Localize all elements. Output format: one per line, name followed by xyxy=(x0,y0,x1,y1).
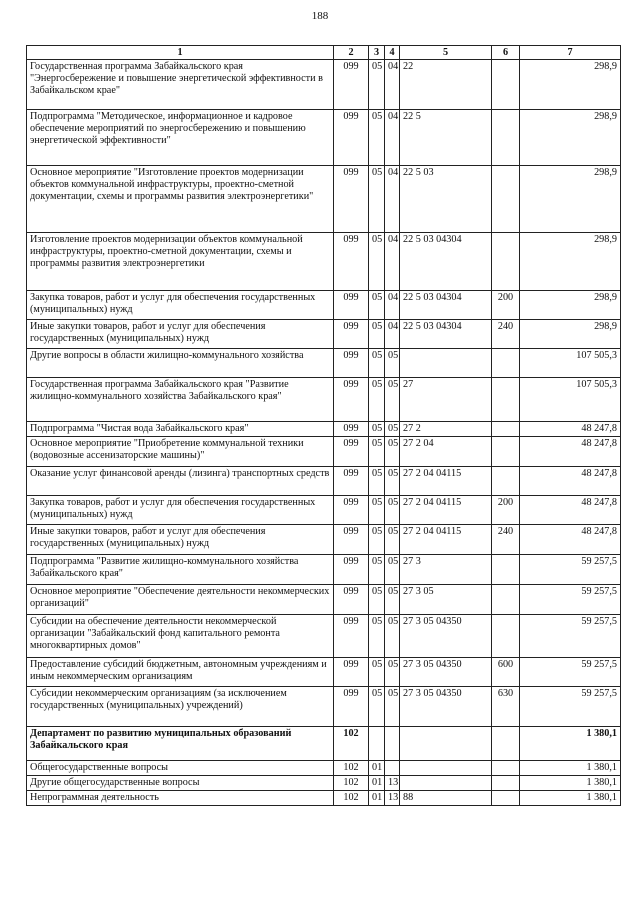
row-amount: 298,9 xyxy=(520,233,621,291)
code-subsection: 05 xyxy=(385,658,400,687)
code-target-article: 27 3 05 xyxy=(400,585,492,615)
row-name: Основное мероприятие "Изготовление проектов модернизации объектов коммунальной инфраструктуры, проектно-сметной документации, схемы и программы развития электроэнергетики" xyxy=(27,166,334,233)
code-subsection: 05 xyxy=(385,378,400,422)
code-target-article: 27 2 04 xyxy=(400,437,492,467)
table-row xyxy=(27,585,621,615)
code-section: 05 xyxy=(369,422,385,437)
code-ministry: 099 xyxy=(334,525,369,555)
code-expense-type xyxy=(492,110,520,166)
row-name: Основное мероприятие "Приобретение коммунальной техники (водовозные ассенизаторские машины)" xyxy=(27,437,334,467)
code-section: 05 xyxy=(369,291,385,320)
code-target-article: 22 5 03 04304 xyxy=(400,233,492,291)
code-section: 05 xyxy=(369,525,385,555)
code-subsection: 04 xyxy=(385,320,400,349)
table-row xyxy=(27,555,621,585)
table-row xyxy=(27,776,621,791)
code-subsection: 04 xyxy=(385,60,400,110)
row-name: Государственная программа Забайкальского края "Энергосбережение и повышение энергетической эффективности в Забайкальском крае" xyxy=(27,60,334,110)
code-ministry: 099 xyxy=(334,496,369,525)
row-name: Субсидии некоммерческим организациям (за исключением государственных (муниципальных) учреждений) xyxy=(27,687,334,727)
code-subsection: 05 xyxy=(385,467,400,496)
code-subsection: 05 xyxy=(385,615,400,658)
code-target-article: 27 2 04 04115 xyxy=(400,467,492,496)
column-header: 7 xyxy=(520,46,621,60)
table-row xyxy=(27,422,621,437)
code-section: 01 xyxy=(369,791,385,806)
code-section: 05 xyxy=(369,166,385,233)
code-expense-type xyxy=(492,166,520,233)
code-section: 05 xyxy=(369,60,385,110)
code-section: 05 xyxy=(369,437,385,467)
code-expense-type xyxy=(492,422,520,437)
code-ministry: 102 xyxy=(334,761,369,776)
row-name: Субсидии на обеспечение деятельности некоммерческой организации "Забайкальский фонд капитального ремонта многоквартирных домов" xyxy=(27,615,334,658)
code-subsection: 13 xyxy=(385,776,400,791)
header-row xyxy=(27,46,621,60)
row-name: Иные закупки товаров, работ и услуг для обеспечения государственных (муниципальных) нужд xyxy=(27,525,334,555)
code-expense-type xyxy=(492,776,520,791)
code-expense-type: 240 xyxy=(492,320,520,349)
row-amount: 298,9 xyxy=(520,60,621,110)
code-section: 05 xyxy=(369,687,385,727)
row-amount: 1 380,1 xyxy=(520,761,621,776)
code-expense-type: 600 xyxy=(492,658,520,687)
code-expense-type: 630 xyxy=(492,687,520,727)
code-section: 05 xyxy=(369,320,385,349)
row-amount: 107 505,3 xyxy=(520,378,621,422)
code-expense-type xyxy=(492,761,520,776)
code-ministry: 099 xyxy=(334,166,369,233)
code-expense-type: 200 xyxy=(492,496,520,525)
code-ministry: 099 xyxy=(334,437,369,467)
row-amount: 59 257,5 xyxy=(520,585,621,615)
code-target-article: 27 2 04 04115 xyxy=(400,496,492,525)
code-expense-type xyxy=(492,727,520,761)
table-row xyxy=(27,761,621,776)
code-ministry: 099 xyxy=(334,687,369,727)
code-target-article: 27 2 xyxy=(400,422,492,437)
code-ministry: 099 xyxy=(334,422,369,437)
row-amount: 107 505,3 xyxy=(520,349,621,378)
code-target-article xyxy=(400,761,492,776)
code-subsection: 05 xyxy=(385,687,400,727)
row-name: Другие общегосударственные вопросы xyxy=(27,776,334,791)
row-name: Общегосударственные вопросы xyxy=(27,761,334,776)
code-expense-type xyxy=(492,585,520,615)
code-expense-type: 240 xyxy=(492,525,520,555)
code-target-article: 27 3 05 04350 xyxy=(400,615,492,658)
row-amount: 59 257,5 xyxy=(520,658,621,687)
code-subsection: 05 xyxy=(385,349,400,378)
table-row xyxy=(27,166,621,233)
table-row xyxy=(27,320,621,349)
code-expense-type xyxy=(492,349,520,378)
code-expense-type xyxy=(492,615,520,658)
row-amount: 48 247,8 xyxy=(520,422,621,437)
row-amount: 48 247,8 xyxy=(520,496,621,525)
table-row xyxy=(27,233,621,291)
row-name: Подпрограмма "Развитие жилищно-коммунального хозяйства Забайкальского края" xyxy=(27,555,334,585)
code-target-article: 27 xyxy=(400,378,492,422)
code-expense-type xyxy=(492,233,520,291)
code-subsection: 04 xyxy=(385,291,400,320)
code-ministry: 099 xyxy=(334,349,369,378)
table-row xyxy=(27,110,621,166)
row-amount: 59 257,5 xyxy=(520,555,621,585)
column-header: 4 xyxy=(385,46,400,60)
row-name: Закупка товаров, работ и услуг для обеспечения государственных (муниципальных) нужд xyxy=(27,496,334,525)
code-ministry: 099 xyxy=(334,110,369,166)
code-subsection: 13 xyxy=(385,791,400,806)
code-expense-type xyxy=(492,791,520,806)
code-subsection: 05 xyxy=(385,496,400,525)
code-subsection: 04 xyxy=(385,110,400,166)
code-subsection: 05 xyxy=(385,555,400,585)
code-section: 05 xyxy=(369,555,385,585)
row-name: Закупка товаров, работ и услуг для обеспечения государственных (муниципальных) нужд xyxy=(27,291,334,320)
code-ministry: 099 xyxy=(334,585,369,615)
code-ministry: 099 xyxy=(334,60,369,110)
code-target-article: 88 xyxy=(400,791,492,806)
code-ministry: 099 xyxy=(334,658,369,687)
row-amount: 1 380,1 xyxy=(520,791,621,806)
table-row xyxy=(27,291,621,320)
table-row xyxy=(27,791,621,806)
code-expense-type xyxy=(492,555,520,585)
row-name: Оказание услуг финансовой аренды (лизинга) транспортных средств xyxy=(27,467,334,496)
table-row xyxy=(27,467,621,496)
column-header: 6 xyxy=(492,46,520,60)
code-subsection xyxy=(385,761,400,776)
row-amount: 59 257,5 xyxy=(520,615,621,658)
code-target-article: 27 3 05 04350 xyxy=(400,687,492,727)
code-section: 05 xyxy=(369,110,385,166)
code-ministry: 102 xyxy=(334,791,369,806)
code-section: 05 xyxy=(369,585,385,615)
code-ministry: 099 xyxy=(334,615,369,658)
table-row xyxy=(27,525,621,555)
row-name: Другие вопросы в области жилищно-коммунального хозяйства xyxy=(27,349,334,378)
code-expense-type xyxy=(492,467,520,496)
code-subsection: 05 xyxy=(385,585,400,615)
code-subsection: 04 xyxy=(385,233,400,291)
code-target-article xyxy=(400,727,492,761)
code-target-article: 22 5 xyxy=(400,110,492,166)
table-row xyxy=(27,437,621,467)
row-name: Предоставление субсидий бюджетным, автономным учреждениям и иным некоммерческим организациям xyxy=(27,658,334,687)
row-name: Основное мероприятие "Обеспечение деятельности некоммерческих организаций" xyxy=(27,585,334,615)
code-subsection: 05 xyxy=(385,437,400,467)
code-section: 05 xyxy=(369,467,385,496)
row-amount: 48 247,8 xyxy=(520,525,621,555)
table-row xyxy=(27,378,621,422)
row-name: Изготовление проектов модернизации объектов коммунальной инфраструктуры, проектно-сметной документации, схемы и программы развития электроэнергетики xyxy=(27,233,334,291)
row-amount: 1 380,1 xyxy=(520,727,621,761)
code-section: 01 xyxy=(369,761,385,776)
column-header: 5 xyxy=(400,46,492,60)
code-target-article: 27 3 05 04350 xyxy=(400,658,492,687)
code-subsection: 04 xyxy=(385,166,400,233)
row-amount: 48 247,8 xyxy=(520,437,621,467)
code-subsection: 05 xyxy=(385,422,400,437)
row-name: Непрограммная деятельность xyxy=(27,791,334,806)
code-expense-type: 200 xyxy=(492,291,520,320)
code-section: 05 xyxy=(369,658,385,687)
code-section xyxy=(369,727,385,761)
code-ministry: 102 xyxy=(334,776,369,791)
row-amount: 48 247,8 xyxy=(520,467,621,496)
code-ministry: 099 xyxy=(334,467,369,496)
code-expense-type xyxy=(492,378,520,422)
table-row xyxy=(27,658,621,687)
code-section: 05 xyxy=(369,496,385,525)
code-section: 01 xyxy=(369,776,385,791)
code-target-article: 27 2 04 04115 xyxy=(400,525,492,555)
table-row xyxy=(27,349,621,378)
row-name: Департамент по развитию муниципальных образований Забайкальского края xyxy=(27,727,334,761)
row-amount: 298,9 xyxy=(520,320,621,349)
code-section: 05 xyxy=(369,615,385,658)
code-target-article: 27 3 xyxy=(400,555,492,585)
code-ministry: 099 xyxy=(334,233,369,291)
code-subsection: 05 xyxy=(385,525,400,555)
code-section: 05 xyxy=(369,233,385,291)
code-section: 05 xyxy=(369,349,385,378)
column-header: 1 xyxy=(27,46,334,60)
code-expense-type xyxy=(492,60,520,110)
column-header: 3 xyxy=(369,46,385,60)
code-ministry: 099 xyxy=(334,378,369,422)
row-amount: 1 380,1 xyxy=(520,776,621,791)
code-ministry: 099 xyxy=(334,320,369,349)
code-expense-type xyxy=(492,437,520,467)
code-target-article: 22 xyxy=(400,60,492,110)
code-section: 05 xyxy=(369,378,385,422)
row-name: Иные закупки товаров, работ и услуг для обеспечения государственных (муниципальных) нужд xyxy=(27,320,334,349)
table-row xyxy=(27,727,621,761)
page-number: 188 xyxy=(311,10,329,22)
row-name: Подпрограмма "Методическое, информационное и кадровое обеспечение мероприятий по энергосбережению и повышению энергетической эффективности" xyxy=(27,110,334,166)
row-amount: 298,9 xyxy=(520,166,621,233)
budget-table xyxy=(26,45,621,806)
code-target-article: 22 5 03 xyxy=(400,166,492,233)
code-target-article: 22 5 03 04304 xyxy=(400,320,492,349)
code-target-article xyxy=(400,776,492,791)
row-name: Государственная программа Забайкальского края "Развитие жилищно-коммунального хозяйства Забайкальского края" xyxy=(27,378,334,422)
code-target-article: 22 5 03 04304 xyxy=(400,291,492,320)
row-name: Подпрограмма "Чистая вода Забайкальского края" xyxy=(27,422,334,437)
table-row xyxy=(27,60,621,110)
table-row xyxy=(27,496,621,525)
code-target-article xyxy=(400,349,492,378)
column-header: 2 xyxy=(334,46,369,60)
code-subsection xyxy=(385,727,400,761)
table-row xyxy=(27,687,621,727)
row-amount: 298,9 xyxy=(520,110,621,166)
code-ministry: 102 xyxy=(334,727,369,761)
code-ministry: 099 xyxy=(334,291,369,320)
row-amount: 59 257,5 xyxy=(520,687,621,727)
table-row xyxy=(27,615,621,658)
code-ministry: 099 xyxy=(334,555,369,585)
row-amount: 298,9 xyxy=(520,291,621,320)
